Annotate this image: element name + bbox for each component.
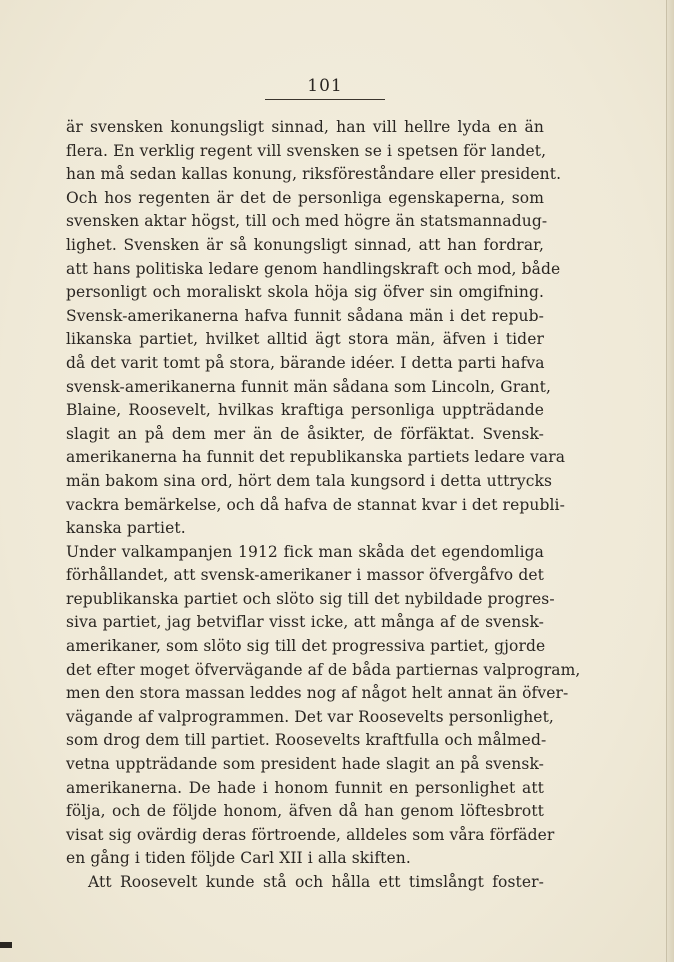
text-line: Under valkampanjen 1912 fick man skåda det egendomliga bbox=[66, 542, 544, 561]
text-line: amerikanerna. De hade i honom funnit en personlighet att bbox=[66, 778, 544, 797]
text-line: vägande af valprogrammen. Det var Roosevelts personlighet, bbox=[66, 707, 554, 726]
text-line: förhållandet, att svensk-amerikaner i massor öfvergåfvo det bbox=[66, 566, 544, 585]
text-line: Och hos regenten är det de personliga egenskaperna, som bbox=[66, 188, 544, 207]
text-line: amerikaner, som slöto sig till det progressiva partiet, gjorde bbox=[66, 637, 546, 656]
text-line: flera. En verklig regent vill svensken se i spetsen för landet, bbox=[66, 141, 547, 160]
text-line: följa, och de följde honom, äfven då han genom löftesbrott bbox=[66, 802, 544, 821]
text-line: Blaine, Roosevelt, hvilkas kraftiga personliga uppträdande bbox=[66, 401, 544, 420]
text-line: personligt och moraliskt skola höja sig öfver sin omgifning. bbox=[66, 283, 544, 302]
text-line: amerikanerna ha funnit det republikanska partiets ledare vara bbox=[66, 448, 566, 467]
scan-mark bbox=[0, 942, 12, 948]
text-line: men den stora massan leddes nog af något helt annat än öfver- bbox=[66, 684, 569, 703]
text-line: likanska partiet, hvilket alltid ägt stora män, äfven i tider bbox=[66, 330, 544, 349]
text-line: svensk-amerikanerna funnit män sådana som Lincoln, Grant, bbox=[66, 377, 551, 396]
text-line: är svensken konungsligt sinnad, han vill hellre lyda en än bbox=[66, 118, 544, 136]
text-line: kanska partiet. bbox=[66, 519, 186, 538]
text-line: han må sedan kallas konung, riksföreståndare eller president. bbox=[66, 165, 562, 184]
text-line: visat sig ovärdig deras förtroende, alldeles som våra förfäder bbox=[66, 825, 555, 844]
text-line: en gång i tiden följde Carl XII i alla skiften. bbox=[66, 849, 411, 868]
text-line: republikanska partiet och slöto sig till det nybildade progres- bbox=[66, 589, 555, 608]
text-line: siva partiet, jag betviflar visst icke, att många af de svensk- bbox=[66, 613, 544, 632]
text-line: som drog dem till partiet. Roosevelts kraftfulla och målmed- bbox=[66, 731, 547, 750]
text-line: det efter moget öfvervägande af de båda partiernas valprogram, bbox=[66, 660, 581, 679]
text-line: slagit an på dem mer än de åsikter, de förfäktat. Svensk- bbox=[66, 424, 544, 443]
page-edge bbox=[666, 0, 674, 962]
header-rule bbox=[265, 99, 385, 100]
text-line: Att Roosevelt kunde stå och hålla ett timslångt foster- bbox=[88, 873, 544, 891]
text-line: män bakom sina ord, hört dem tala kungsord i detta uttrycks bbox=[66, 471, 553, 490]
page-number: 101 bbox=[307, 76, 343, 96]
text-line: Svensk-amerikanerna hafva funnit sådana män i det repub- bbox=[66, 306, 544, 325]
text-line: att hans politiska ledare genom handlingskraft och mod, både bbox=[66, 259, 561, 278]
text-line: vetna uppträdande som president hade slagit an på svensk- bbox=[66, 755, 544, 774]
body-text bbox=[66, 116, 581, 895]
text-line: då det varit tomt på stora, bärande idéer. I detta parti hafva bbox=[66, 353, 545, 372]
page-header bbox=[240, 76, 410, 100]
text-line: lighet. Svensken är så konungsligt sinnad, att han fordrar, bbox=[66, 235, 544, 254]
text-line: svensken aktar högst, till och med högre än statsmannadug- bbox=[66, 212, 548, 231]
page-edge-line bbox=[666, 0, 667, 962]
text-line: vackra bemärkelse, och då hafva de stannat kvar i det republi- bbox=[66, 495, 565, 514]
